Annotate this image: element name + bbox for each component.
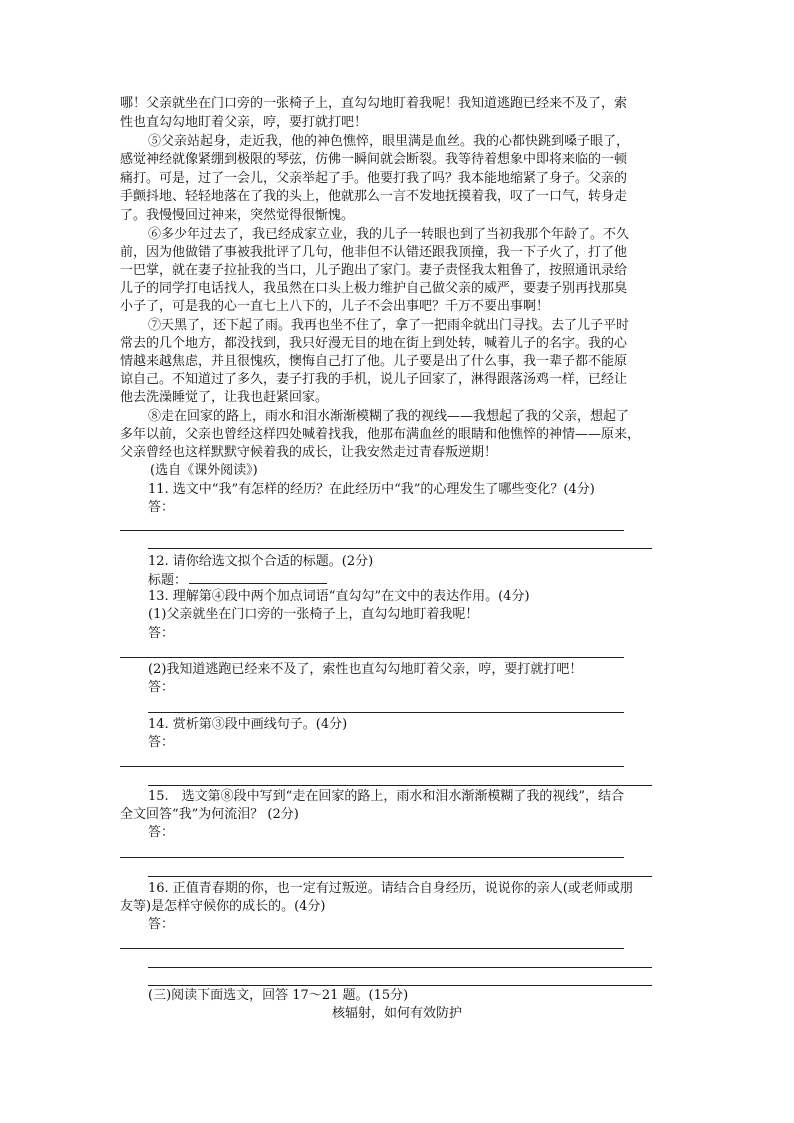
- question-15-line-1: 15. 选文第⑧段中写到“走在回家的路上，雨水和泪水渐渐模糊了我的视线”，结合: [148, 789, 624, 804]
- answer-line[interactable]: [120, 766, 624, 767]
- answer-label: 答：: [148, 735, 175, 750]
- answer-line[interactable]: [120, 857, 624, 858]
- answer-line[interactable]: [148, 876, 652, 877]
- passage-line: 了。我慢慢回过神来，突然觉得很惭愧。: [120, 208, 355, 223]
- passage-line: 小子了，可是我的心一直七上八下的，儿子不会出事吧？千万不要出事啊！: [120, 299, 550, 314]
- answer-label: 答：: [148, 680, 175, 695]
- answer-line[interactable]: [120, 657, 624, 658]
- answer-line[interactable]: [148, 967, 652, 968]
- passage-line: ⑦天黑了，还下起了雨。我再也坐不住了，拿了一把雨伞就出门寻找。去了儿子平时: [148, 318, 630, 333]
- answer-line[interactable]: [148, 985, 652, 986]
- passage-line: 谅自己。不知道过了多久，妻子打我的手机，说儿子回家了，淋得跟落汤鸡一样，已经让: [120, 372, 628, 387]
- passage-line: ⑤父亲站起身，走近我，他的神色憔悴，眼里满是血丝。我的心都快跳到嗓子眼了，: [148, 134, 630, 149]
- question-16-line-2: 友等)是怎样守候你的成长的。(4分): [120, 899, 326, 914]
- passage-line: 哪！父亲就坐在门口旁的一张椅子上，直勾勾地盯着我呢！我知道逃跑已经来不及了，索: [120, 96, 628, 111]
- title-label: 标题：: [148, 573, 188, 588]
- question-13: 13. 理解第④段中两个加点词语“直勾勾”在文中的表达作用。(4分): [148, 589, 530, 604]
- question-15-line-2: 全文回答“我”为何流泪？ (2分): [120, 807, 299, 822]
- next-passage-title: 核辐射，如何有效防护: [331, 1006, 462, 1021]
- question-13-sub-2: (2)我知道逃跑已经来不及了，索性也直勾勾地盯着父亲，哼，要打就打吧！: [148, 662, 583, 677]
- passage-line: 一巴掌，就在妻子拉扯我的当口，儿子跑出了家门。妻子责怪我太粗鲁了，按照通讯录给: [120, 263, 628, 278]
- passage-line: 父亲曾经也这样默默守候着我的成长，让我安然走过青春叛逆期！: [120, 445, 498, 460]
- passage-line: 常去的几个地方，都没找到，我只好漫无目的地在街上到处转，喊着儿子的名字。我的心: [120, 336, 628, 351]
- passage-line: 感觉神经就像紧绷到极限的琴弦，仿佛一瞬间就会断裂。我等待着想象中即将来临的一顿: [120, 152, 628, 167]
- passage-line: 多年以前，父亲也曾经这样四处喊着找我，他那布满血丝的眼睛和他憔悴的神情——原来，: [120, 427, 641, 442]
- question-12: 12. 请你给选文拟个合适的标题。(2分): [148, 554, 374, 569]
- passage-line: 痛打。可是，过了一会儿，父亲举起了手。他要打我了吗？我本能地缩紧了身子。父亲的: [120, 171, 628, 186]
- passage-source: (选自《课外阅读》): [150, 463, 258, 478]
- question-13-sub-1: (1)父亲就坐在门口旁的一张椅子上，直勾勾地盯着我呢！: [148, 607, 479, 622]
- answer-line[interactable]: [120, 948, 624, 949]
- answer-line[interactable]: [148, 712, 624, 713]
- answer-label: 答：: [148, 500, 175, 515]
- passage-line: 他去洗澡睡觉了，让我也赶紧回家。: [120, 390, 329, 405]
- passage-line: 儿子的同学打电话找人，我虽然在口头上极力维护自己做父亲的威严，要妻子别再找那臭: [120, 281, 628, 296]
- answer-line[interactable]: [148, 548, 652, 549]
- passage-line: 手颤抖地、轻轻地落在了我的头上，他就那么一言不发地抚摸着我，叹了一口气，转身走: [120, 189, 628, 204]
- passage-line: 性也直勾勾地盯着父亲，哼，要打就打吧！: [120, 115, 368, 130]
- question-16-line-1: 16. 正值青春期的你，也一定有过叛逆。请结合自身经历，说说你的亲人(或老师或朋: [148, 881, 633, 896]
- passage-line: 情越来越焦虑，并且很愧疚，懊悔自己打了他。儿子要是出了什么事，我一辈子都不能原: [120, 354, 628, 369]
- answer-label: 答：: [148, 917, 175, 932]
- answer-label: 答：: [148, 825, 175, 840]
- section-3-heading: (三)阅读下面选文，回答 17～21 题。(15分): [148, 988, 409, 1003]
- passage-line: ⑥多少年过去了，我已经成家立业，我的儿子一转眼也到了当初我那个年龄了。不久: [148, 227, 630, 242]
- question-11: 11. 选文中“我”有怎样的经历？在此经历中“我”的心理发生了哪些变化？(4分): [148, 482, 595, 497]
- passage-line: ⑧走在回家的路上，雨水和泪水渐渐模糊了我的视线——我想起了我的父亲，想起了: [148, 409, 630, 424]
- title-blank[interactable]: [189, 571, 327, 584]
- answer-label: 答：: [148, 626, 175, 641]
- answer-line[interactable]: [148, 785, 652, 786]
- answer-line[interactable]: [120, 530, 624, 531]
- question-14: 14. 赏析第③段中画线句子。(4分): [148, 717, 348, 732]
- passage-line: 前，因为他做错了事被我批评了几句，他非但不认错还跟我顶撞，我一下子火了，打了他: [120, 245, 628, 260]
